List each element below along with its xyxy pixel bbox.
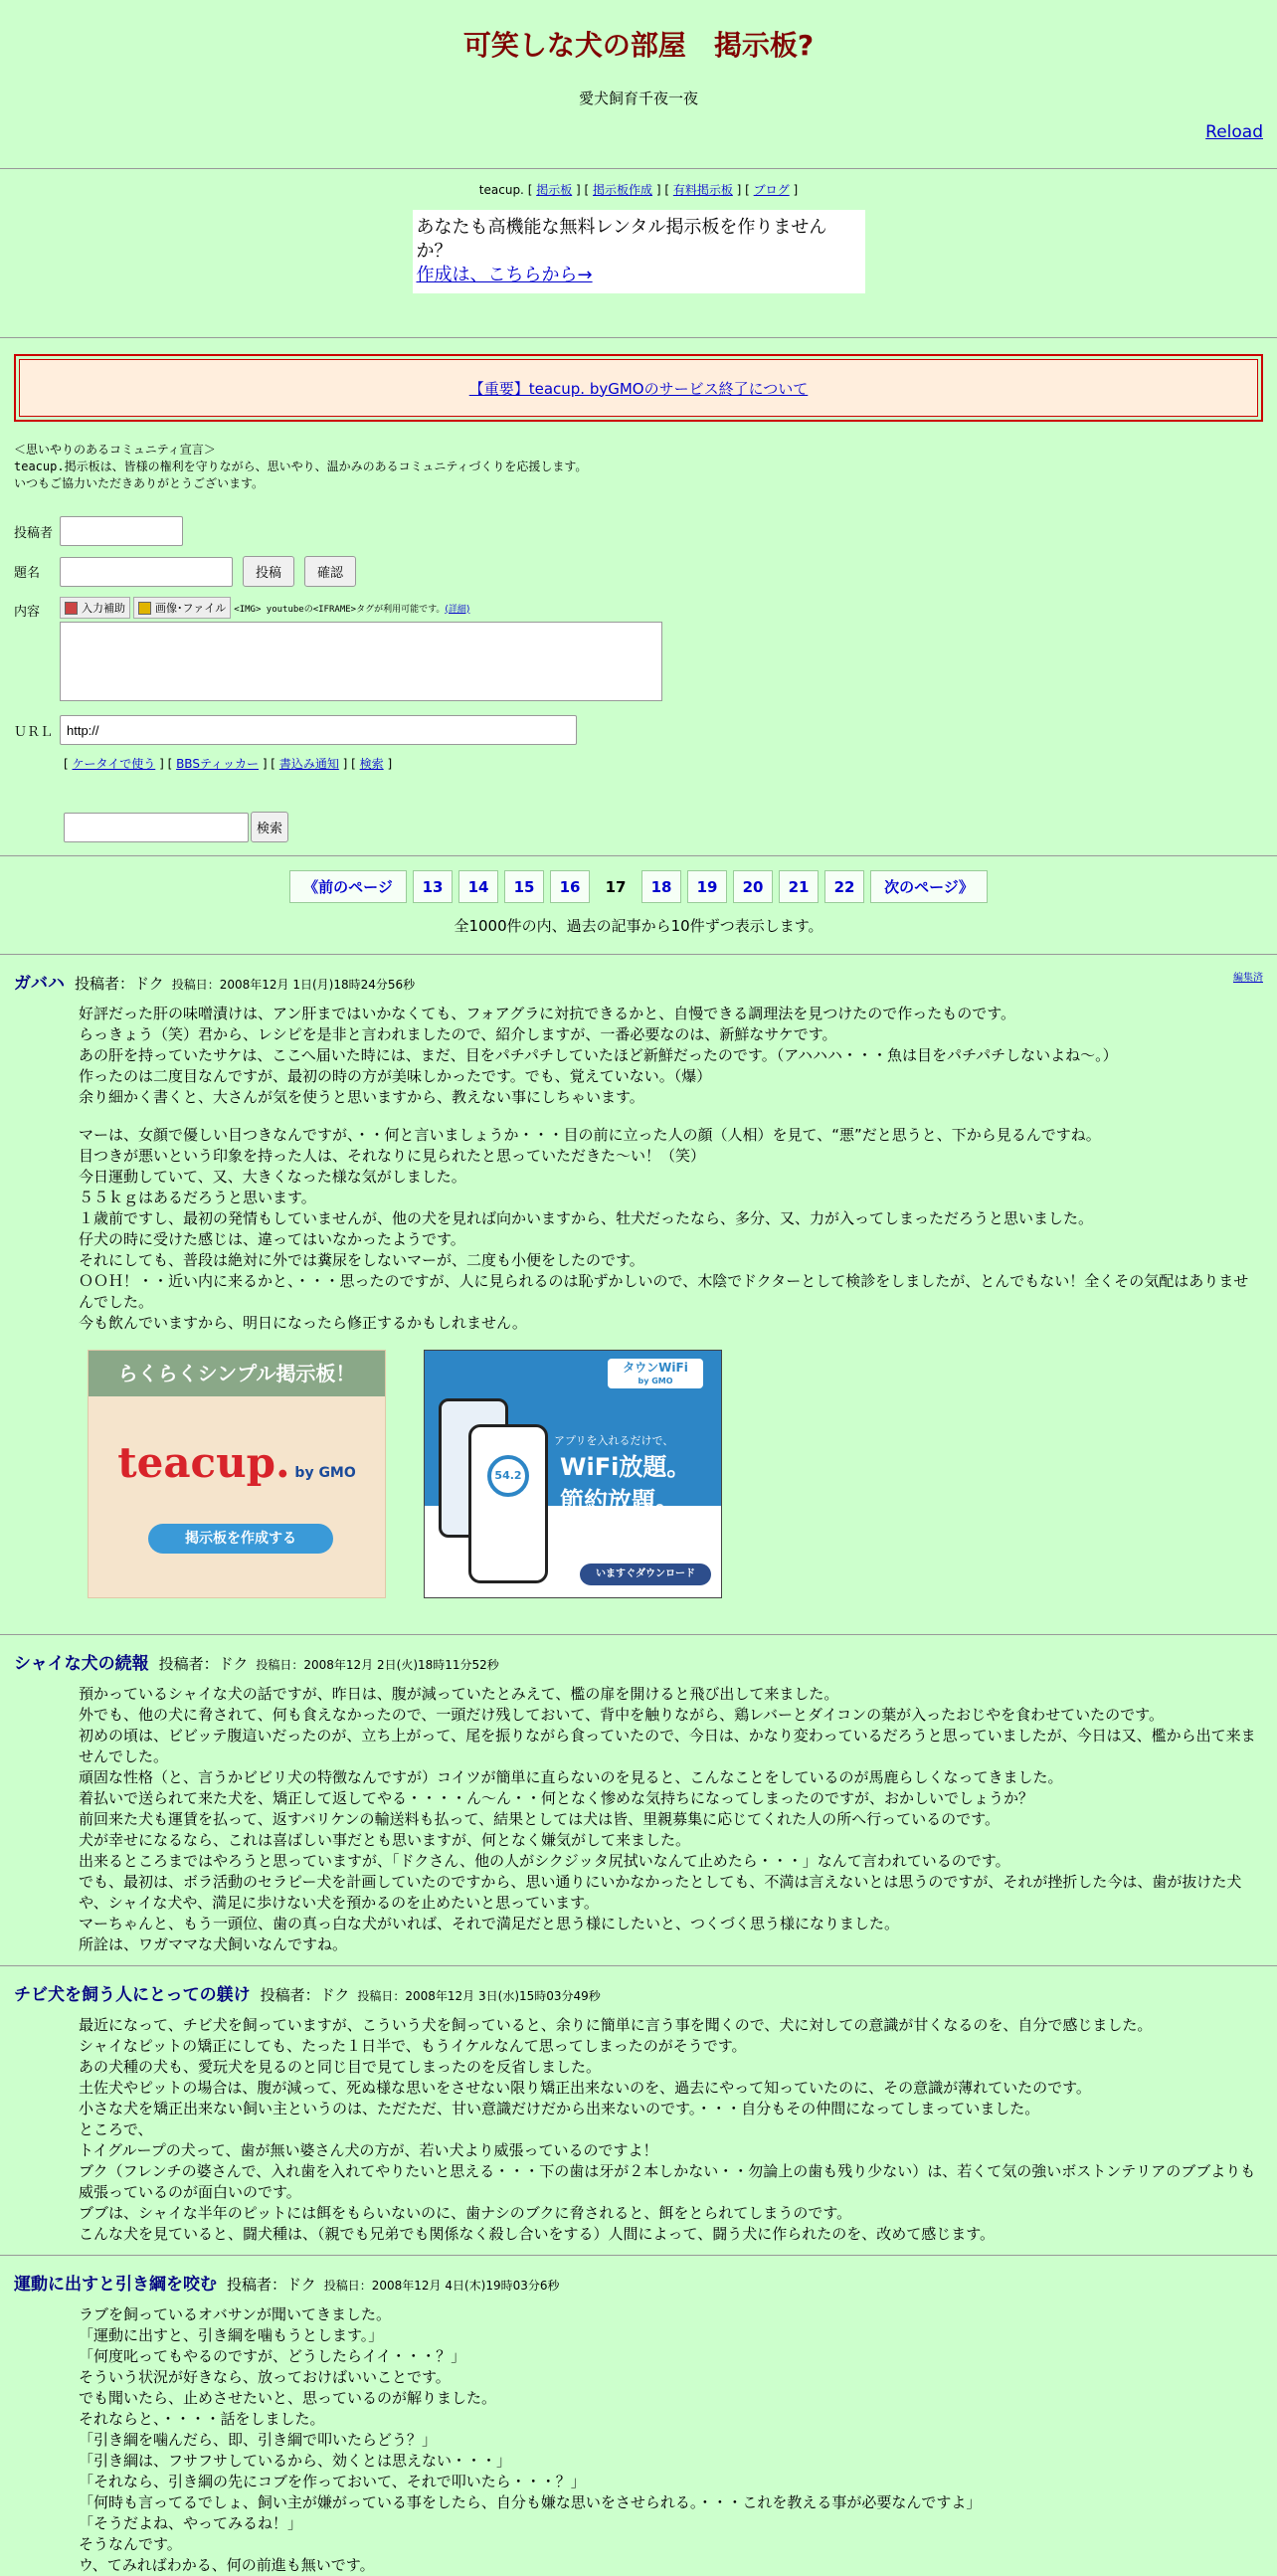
page-link[interactable]: 14: [458, 870, 498, 903]
divider: [0, 1965, 1277, 1966]
nav-link-board[interactable]: 掲示板: [536, 183, 573, 197]
post-body: [79, 2015, 1263, 2245]
post-author: 投稿者：ドク: [260, 1986, 350, 2004]
declaration-title: ＜思いやりのあるコミュニティ宣言＞: [14, 443, 216, 457]
post-header: [14, 1980, 1263, 2005]
submit-button[interactable]: 投稿: [243, 556, 294, 587]
post-line: らっきょう（笑）君から、レシピを是非と言われましたので、紹介しますが、一番必要なのは、新鮮なサケです。: [79, 1025, 837, 1043]
divider: [0, 954, 1277, 955]
post-line: ブク（フレンチの婆さんで、入れ歯を入れてやりたいと思える・・・下の歯は牙が２本しかない・・勿論上の歯も残り少ない）は、若くて気の強いボストンテリアのブブよりも威張っているのが面白いのです。: [79, 2162, 1256, 2201]
ad-wifi-small: アプリを入れるだけで、: [554, 1434, 674, 1447]
post-line: マーちゃんと、もう一頭位、歯の真っ白な犬がいれば、それで満足だと思う様にしたいと、つくづく思う様になりました。: [79, 1915, 900, 1932]
post-line: ウ、てみればわかる、何の前進も無いです。: [79, 2556, 375, 2574]
post-line: 「そうだよね、やってみるね！」: [79, 2514, 303, 2532]
phone-front-icon: [468, 1424, 548, 1583]
content-label: 内容: [14, 605, 41, 620]
search-button[interactable]: 検索: [251, 812, 288, 842]
post-line: ＯＯＨ！・・近い内に来るかと、・・・思ったのですが、人に見られるのは恥ずかしいので、木陰でドクターとして検診をしましたが、とんでもない！全くその気配はありませんでした。: [79, 1272, 1249, 1311]
page-link[interactable]: 21: [779, 870, 819, 903]
post-line: 小さな犬を矯正出来ない飼い主というのは、ただただ、甘い意識だけだから出来ないのです。・・・自分もその仲間になってしまっていました。: [79, 2100, 1040, 2117]
search-row: [64, 812, 1277, 842]
image-file-button[interactable]: [133, 597, 231, 619]
prev-page-link[interactable]: 《前のページ: [289, 870, 407, 903]
tag-detail-link[interactable]: (詳細): [445, 604, 470, 615]
mobile-link[interactable]: ケータイで使う: [72, 757, 156, 771]
speed-gauge: 54.2: [487, 1455, 529, 1497]
url-row: [0, 715, 1277, 745]
reload-link[interactable]: Reload: [1205, 122, 1263, 142]
ad-wifi-headline: [560, 1450, 690, 1518]
page-link[interactable]: 19: [687, 870, 727, 903]
ad-teacup-cta: 掲示板を作成する: [148, 1524, 333, 1554]
page-header: [0, 0, 1277, 108]
content-editor: [60, 597, 662, 705]
post-line: [79, 1108, 1263, 1125]
author-row: [0, 516, 1277, 546]
post-header: [14, 969, 1263, 994]
image-file-label: 画像･ファイル: [155, 602, 227, 615]
ad-teacup-banner[interactable]: [88, 1350, 386, 1598]
post-line: 作ったのは二度目なんですが、最初の時の方が美味しかったです。でも、覚えていない。（爆）: [79, 1067, 712, 1085]
nav-link-paid[interactable]: 有料掲示板: [672, 183, 733, 197]
teacup-nav: teacup. [ 掲示板 ] [ 掲示板作成 ] [ 有料掲示板 ] [ ブログ ]: [478, 183, 799, 197]
post-line: 余り細かく書くと、大さんが気を使うと思いますから、教えない事にしちゃいます。: [79, 1088, 644, 1106]
post-line: 「引き綱は、フサフサしているから、効くとは思えない・・・」: [79, 2452, 512, 2470]
editor-toolbar: [60, 597, 662, 619]
ad-wifi-big1: WiFi放題。: [560, 1453, 691, 1481]
post-line: トイグループの犬って、歯が無い婆さん犬の方が、若い犬より威張っているのですよ！: [79, 2141, 658, 2159]
post-line: あの肝を持っていたサケは、ここへ届いた時には、まだ、目をパチパチしていたほど新鮮だったのです。（アハハハ・・・魚は目をパチパチしないよね～。）: [79, 1046, 1118, 1064]
content-row: [0, 597, 1277, 705]
post-line: そうなんです。: [79, 2535, 182, 2553]
post-body: [79, 1004, 1263, 1334]
reload-row: [0, 122, 1277, 142]
ad-row: [88, 1350, 1263, 1598]
notice-inner: [19, 359, 1258, 417]
post-line: シャイなピットの矯正にしても、たった１日半で、もうイケルなんて思ってしまったのがそうです。: [79, 2037, 747, 2055]
notice-link[interactable]: 【重要】teacup. byGMOのサービス終了について: [468, 379, 809, 398]
ad-teacup-logo-text: teacup.: [117, 1438, 290, 1487]
post-line: 仔犬の時に受けた感じは、違ってはいなかったようです。: [79, 1230, 465, 1248]
post-line: ５５ｋｇはあるだろうと思います。: [79, 1189, 316, 1206]
ad-teacup-logo: [89, 1438, 385, 1487]
input-assist-icon: [65, 602, 78, 615]
post-body: [79, 1684, 1263, 1955]
post-line: 外でも、他の犬に脅されて、何も食えなかったので、一頭だけ残しておいて、背中を触りながら、鶏レバーとダイコンの葉が入ったおじやを食わせていたのです。: [79, 1706, 1164, 1724]
post-line: それにしても、普段は絶対に外では糞尿をしないマーが、二度も小便をしたのです。: [79, 1251, 644, 1269]
post: [0, 2270, 1277, 2576]
post-line: それならと、・・・・話をしました。: [79, 2410, 325, 2428]
post-line: でも聞いたら、止めさせたいと、思っているのが解りました。: [79, 2389, 497, 2407]
post-line: 「それなら、引き綱の先にコブを作っておいて、それで叩いたら・・・？」: [79, 2473, 586, 2490]
url-input[interactable]: [60, 715, 577, 745]
post-line: 所詮は、ワガママな犬飼いなんですね。: [79, 1935, 348, 1953]
post-line: 最近になって、チビ犬を飼っていますが、こういう犬を飼っていると、余りに簡単に言う事を聞くので、犬に対しての意識が甘くなるのを、自分で感じました。: [79, 2016, 1153, 2034]
subject-input[interactable]: [60, 557, 233, 587]
community-declaration: [0, 442, 1277, 492]
post-title: ガバハ: [14, 974, 65, 994]
post-line: ところで、: [79, 2120, 153, 2138]
search-link[interactable]: 検索: [359, 757, 384, 771]
nav-link-create[interactable]: 掲示板作成: [593, 183, 653, 197]
nav-link-blog[interactable]: ブログ: [753, 183, 790, 197]
post-line: ブブは、シャイな半年のピットには餌をもらいないのに、歯ナシのブクに脅されると、餌をとられてしまうのです。: [79, 2204, 852, 2222]
teacup-brand: teacup.: [478, 183, 524, 197]
promo-text: あなたも高機能な無料レンタル掲示板を作りませんか？: [416, 217, 827, 262]
post-line: ラブを飼っているオバサンが聞いてきました。: [79, 2305, 391, 2323]
post-line: そういう状況が好きなら、放っておけばいいことです。: [79, 2368, 451, 2386]
promo-box: [413, 210, 865, 293]
subject-row: [0, 556, 1277, 587]
post-line: 前回来た犬も運賃を払って、返すバリケンの輸送料も払って、結果としては犬は皆、里親募集に応じてくれた人の所へ行っているのです。: [79, 1810, 1000, 1828]
input-assist-label: 入力補助: [82, 602, 125, 615]
post-line: 出来るところまではやろうと思っていますが、「ドクさん、他の人がシクジッタ尻拭いなんて止めたら・・・」なんて言われているのです。: [79, 1852, 1010, 1870]
ad-wifi-banner[interactable]: [424, 1350, 722, 1598]
author-input[interactable]: [60, 516, 183, 546]
declaration-text: 掲示板は、皆様の権利を守りながら、思いやり、温かみのあるコミュニティづくりを応援します。: [64, 460, 588, 473]
ad-wifi-logo: [608, 1359, 703, 1388]
declaration-thanks: いつもご協力いただきありがとうございます。: [14, 476, 265, 490]
post-line: 犬が幸せになるなら、これは喜ばしい事だとも思いますが、何となく嫌気がして来ました。: [79, 1831, 691, 1849]
post-title: 運動に出すと引き綱を咬む: [14, 2275, 217, 2295]
post-title: シャイな犬の続報: [14, 1654, 149, 1674]
post-line: マーは、女顔で優しい目つきなんですが、・・何と言いましょうか・・・目の前に立った人の顔（人相）を見て、“悪”だと思うと、下から見るんですね。: [79, 1126, 1101, 1144]
page-subtitle: 愛犬飼育千夜一夜: [578, 90, 698, 107]
ad-wifi-cta: いますぐダウンロード: [580, 1564, 711, 1585]
post-count: 全1000件の内、過去の記事から10件ずつ表示します。: [454, 917, 823, 935]
post-line: 頑固な性格（と、言うかビビリ犬の特徴なんですが）コイツが簡単に直らないのを見ると、こんなことをしているのが馬鹿らしくなってきました。: [79, 1768, 1063, 1786]
post-line: 初めの頃は、ビビッテ腹這いだったのが、立ち上がって、尾を振りながら食っていたので、今日は、かなり変わっているだろうと思っていましたが、今日は又、檻から出て来ませんでした。: [79, 1727, 1256, 1765]
content-textarea[interactable]: [60, 622, 662, 701]
post-line: 預かっているシャイな犬の話ですが、昨日は、腹が減っていたとみえて、檻の扉を開けると飛び出して来ました。: [79, 1685, 839, 1703]
page-link[interactable]: 16: [550, 870, 590, 903]
ad-wifi-big2: 節約放題。: [560, 1487, 679, 1515]
post-date: 投稿日：2008年12月 1日(月)18時24分56秒: [171, 978, 416, 992]
input-assist-button[interactable]: [60, 597, 130, 619]
post-author: 投稿者：ドク: [158, 1655, 249, 1673]
post-line: 今も飲んでいますから、明日になったら修正するかもしれません。: [79, 1314, 527, 1332]
post-line: 今日運動していて、又、大きくなった様な気がしました。: [79, 1168, 466, 1186]
author-label: 投稿者: [14, 525, 54, 541]
page-title: 可笑しな犬の部屋 掲示板?: [462, 29, 815, 62]
post-date: 投稿日：2008年12月 2日(火)18時11分52秒: [256, 1658, 499, 1672]
post-date: 投稿日：2008年12月 3日(水)15時03分49秒: [357, 1989, 601, 2003]
post-line: でも、最初は、ボラ活動のセラピー犬を計画していたのですから、思い通りにいかなかったとしても、不満は言えないとは思うのですが、それが挫折した今は、歯が抜けた犬や、シャイな犬や、満足に歩けない犬を預かるのを止めたいと思っています。: [79, 1873, 1242, 1912]
post-line: 着払いで送られて来た犬を、矯正して返してやる・・・・ん～ん・・何となく惨めな気持ちになってしまったのですが、おかしいでしょうか？: [79, 1789, 1034, 1807]
post: [0, 1980, 1277, 2245]
declaration-brand: teacup.: [14, 460, 65, 473]
tag-note: <IMG> youtubeの<IFRAME>タグが利用可能です。: [234, 604, 446, 615]
post-line: 目つきが悪いという印象を持った人は、それなりに見られたと思っていただきた～い！（笑）: [79, 1147, 706, 1165]
divider: [0, 168, 1277, 169]
post-line: 「何度叱ってもやるのですが、どうしたらイイ・・・？」: [79, 2347, 466, 2365]
post-line: 「運動に出すと、引き綱を噛もうとします。」: [79, 2326, 384, 2344]
divider: [0, 2255, 1277, 2256]
post-form: [0, 516, 1277, 842]
post-line: 「何時も言ってるでしょ、飼い主が嫌がっている事をしたら、自分も嫌な思いをさせられる。・・・これを教える事が必要なんですよ」: [79, 2493, 982, 2511]
post-line: １歳前ですし、最初の発情もしていませんが、他の犬を見れば向かいますから、牡犬だったなら、多分、又、力が入ってしまっただろうと思いました。: [79, 1209, 1094, 1227]
post-line: 「引き綱を噛んだら、即、引き綱で叩いたらどう？」: [79, 2431, 438, 2449]
post-body: [79, 2304, 1263, 2576]
image-file-icon: [138, 602, 151, 615]
post-header: [14, 2270, 1263, 2295]
post: [0, 1649, 1277, 1955]
post-author: 投稿者：ドク: [227, 2276, 316, 2294]
notify-link[interactable]: 書込み通知: [278, 757, 339, 771]
divider: [0, 855, 1277, 856]
divider: [0, 1634, 1277, 1635]
url-label: ＵＲＬ: [14, 724, 54, 740]
ad-wifi-brand: タウンWiFi: [623, 1361, 688, 1375]
notice-box: [14, 354, 1263, 422]
ad-teacup-by: by GMO: [294, 1465, 356, 1481]
page-link[interactable]: 13: [413, 870, 453, 903]
confirm-button[interactable]: 確認: [304, 556, 356, 587]
page-link[interactable]: 18: [641, 870, 681, 903]
edit-link[interactable]: 編集済: [1233, 973, 1263, 984]
promo-link[interactable]: 作成は、こちらから→: [416, 265, 593, 285]
post-line: あの犬種の犬も、愛玩犬を見るのと同じ目で見てしまったのを反省しました。: [79, 2058, 602, 2076]
ad-wifi-by: by GMO: [638, 1377, 673, 1385]
page-link[interactable]: 15: [504, 870, 544, 903]
bbs-ticker-link[interactable]: BBSティッカー: [176, 757, 259, 771]
pagination: [0, 870, 1277, 903]
divider: [0, 337, 1277, 338]
form-links: [ ケータイで使う ] [ BBSティッカー ] [ 書込み通知 ] [ 検索 ]: [64, 757, 393, 771]
next-page-link[interactable]: 次のページ》: [870, 870, 988, 903]
post-line: 好評だった肝の味噌漬けは、アン肝まではいかなくても、フォアグラに対抗できるかと、自慢できる調理法を見つけたので作ったものです。: [79, 1005, 1016, 1022]
post-line: こんな犬を見ていると、闘犬種は、（親でも兄弟でも関係なく殺し合いをする）人間によって、闘う犬に作られたのを、改めて感じます。: [79, 2225, 996, 2243]
post-author: 投稿者：ドク: [75, 975, 164, 993]
post-date: 投稿日：2008年12月 4日(木)19時03分6秒: [323, 2279, 560, 2293]
post-header: [14, 1649, 1263, 1674]
page-link[interactable]: 20: [733, 870, 773, 903]
post: [0, 969, 1277, 1598]
current-page: 17: [605, 877, 627, 896]
subject-label: 題名: [14, 566, 41, 581]
search-input[interactable]: [64, 813, 249, 842]
ad-teacup-headline: らくらくシンプル掲示板！: [89, 1351, 385, 1396]
post-line: 土佐犬やピットの場合は、腹が減って、死ぬ様な思いをさせない限り矯正出来ないのを、過去にやって知っていたのに、その意識が薄れていたのです。: [79, 2079, 1091, 2097]
declaration-body: [14, 459, 1263, 475]
page-link[interactable]: 22: [824, 870, 864, 903]
post-title: チビ犬を飼う人にとっての躾け: [14, 1985, 251, 2005]
